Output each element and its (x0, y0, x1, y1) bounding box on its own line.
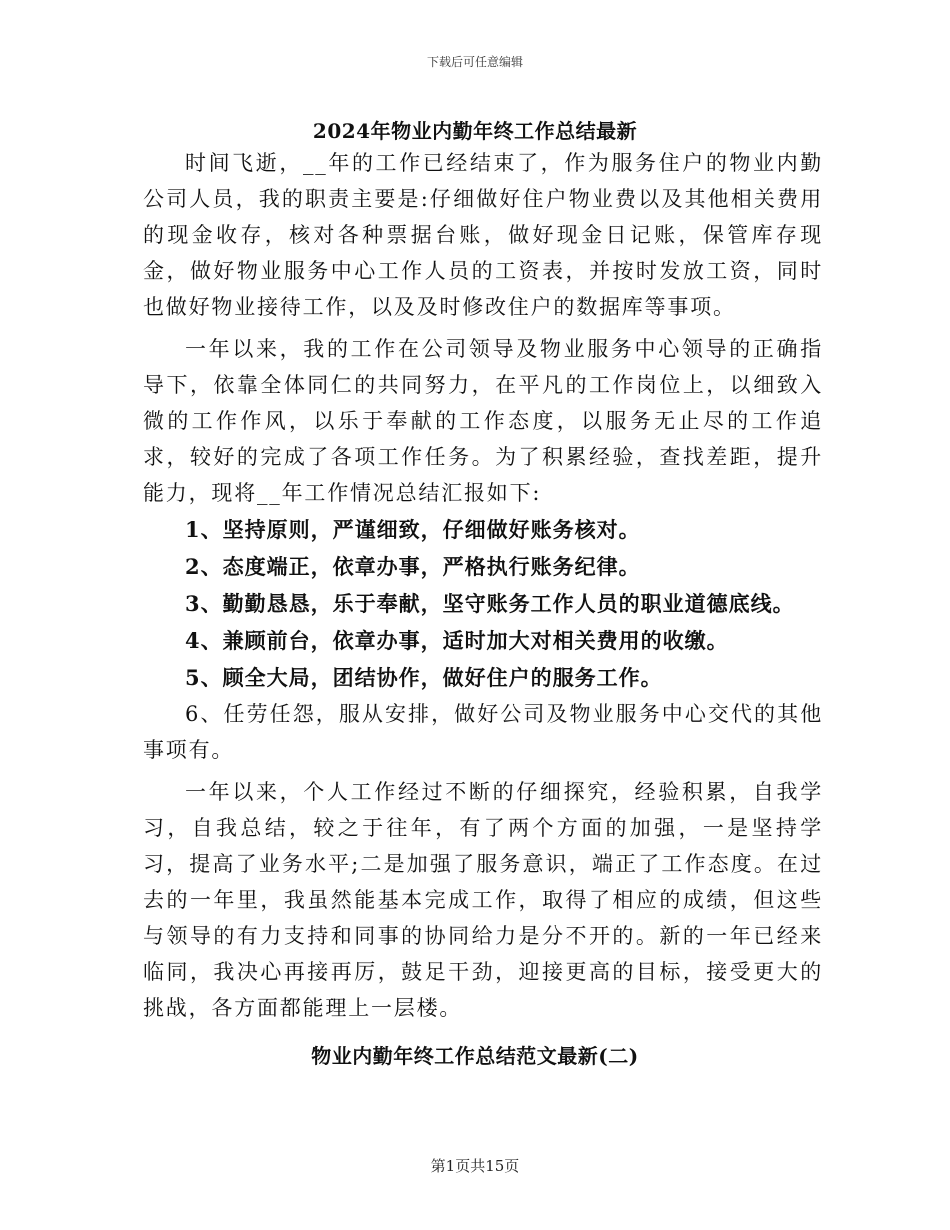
page-number: 第1页共15页 (430, 1157, 520, 1175)
list-item-1: 1、坚持原则，严谨细致，仔细做好账务核对。 (185, 517, 641, 542)
list-item-5: 5、顾全大局，团结协作，做好住户的服务工作。 (185, 665, 663, 690)
document-body (143, 145, 823, 1026)
list-item-2: 2、态度端正，依章办事，严格执行账务纪律。 (185, 554, 641, 579)
list-item-6: 6、任劳任怨，服从安排，做好公司及物业服务中心交代的其他事项有。 (143, 702, 823, 762)
list-item-3: 3、勤勤恳恳，乐于奉献，坚守账务工作人员的职业道德底线。 (185, 591, 795, 616)
header-note: 下载后可任意编辑 (426, 55, 523, 69)
document-title: 2024年物业内勤年终工作总结最新 (312, 119, 638, 143)
paragraph-closing: 一年以来，个人工作经过不断的仔细探究，经验积累，自我学习，自我总结，较之于往年，有了两个方面的加强，一是坚持学习，提高了业务水平;二是加强了服务意识，端正了工作态度。在过去的一年里，我虽然能基本完成工作，取得了相应的成绩，但这些与领导的有力支持和同事的协同给力是分不开的。新的一年已经来临同，我决心再接再厉，鼓足干劲，迎接更高的目标，接受更大的挑战，各方面都能理上一层楼。 (143, 780, 823, 1020)
section-subtitle: 物业内勤年终工作总结范文最新(二) (311, 1044, 639, 1068)
paragraph-intro: 时间飞逝，__年的工作已经结束了，作为服务住户的物业内勤公司人员，我的职责主要是:仔细做好住户物业费以及其他相关费用的现金收存，核对各种票据台账，做好现金日记账，保管库存现金，做好物业服务中心工作人员的工资表，并按时发放工资，同时也做好物业接待工作，以及及时修改住户的数据库等事项。 (143, 151, 823, 319)
paragraph-summary: 一年以来，我的工作在公司领导及物业服务中心领导的正确指导下，依靠全体同仁的共同努力，在平凡的工作岗位上，以细致入微的工作作风，以乐于奉献的工作态度，以服务无止尽的工作追求，较好的完成了各项工作任务。为了积累经验，查找差距，提升能力，现将__年工作情况总结汇报如下: (143, 337, 823, 505)
list-item-4: 4、兼顾前台，依章办事，适时加大对相关费用的收缴。 (185, 628, 729, 653)
